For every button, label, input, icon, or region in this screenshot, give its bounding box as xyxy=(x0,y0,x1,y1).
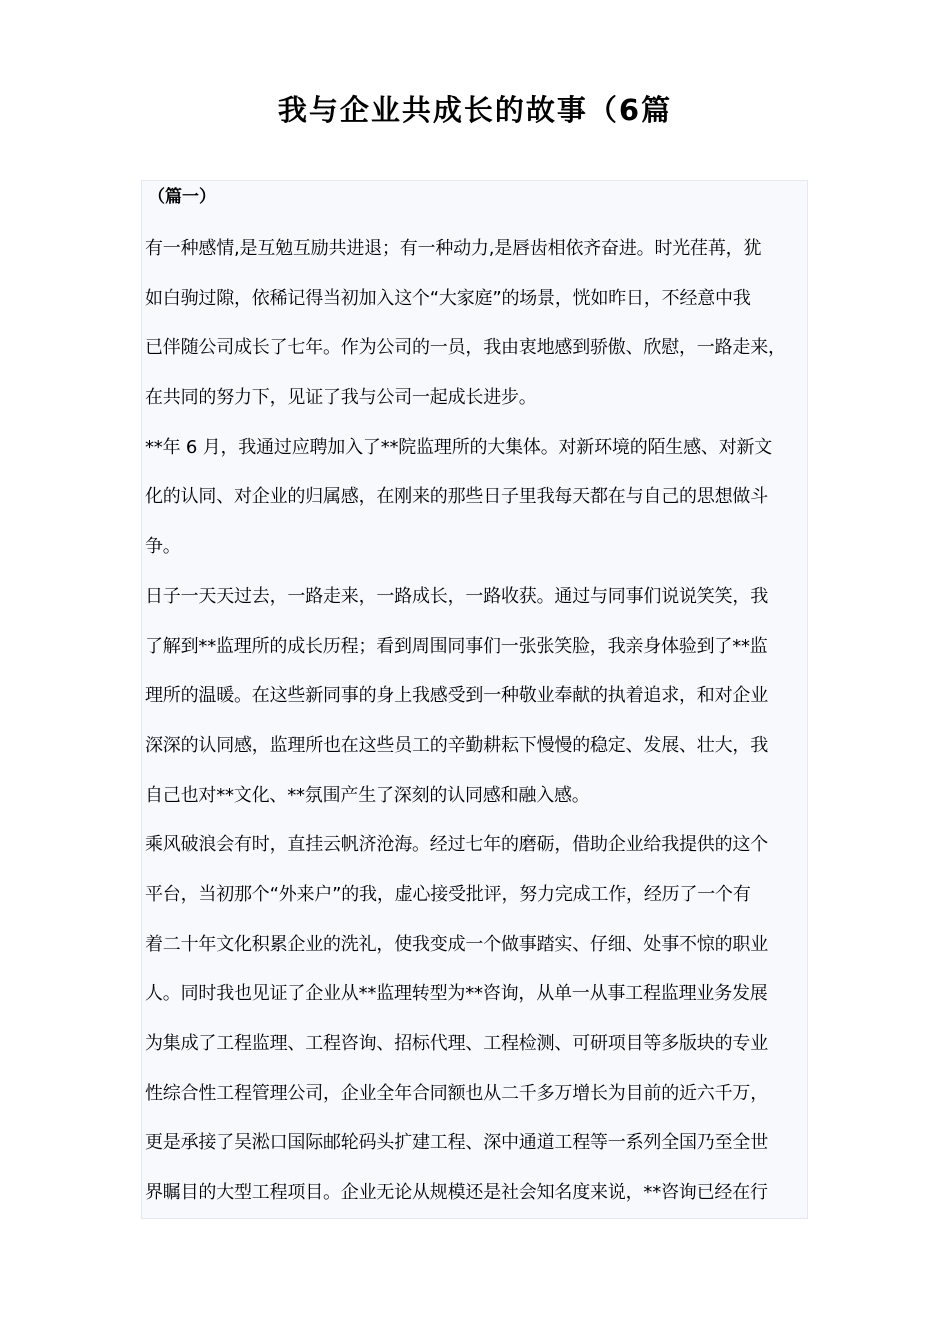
text-line: 人。同时我也见证了企业从**监理转型为**咨询，从单一从事工程监理业务发展 xyxy=(145,983,768,1005)
text-line: 为集成了工程监理、工程咨询、招标代理、工程检测、可研项目等多版块的专业 xyxy=(145,1033,768,1054)
text-line: 如白驹过隙，依稀记得当初加入这个“大家庭”的场景，恍如昨日，不经意中我 xyxy=(145,287,751,309)
text-line: 自己也对**文化、**氛围产生了深刻的认同感和融入感。 xyxy=(145,784,590,806)
text-line: 着二十年文化积累企业的洗礼，使我变成一个做事踏实、仔细、处事不惊的职业 xyxy=(145,933,768,955)
text-line: 理所的温暖。在这些新同事的身上我感受到一种敬业奉献的执着追求，和对企业 xyxy=(145,685,768,707)
text-line: 乘风破浪会有时，直挂云帆济沧海。经过七年的磨砺，借助企业给我提供的这个 xyxy=(145,834,768,856)
paragraph-3 xyxy=(145,572,808,820)
text-line: 争。 xyxy=(145,536,181,558)
text-line: 性综合性工程管理公司，企业全年合同额也从二千多万增长为目前的近六千万， xyxy=(145,1082,768,1104)
text-line: 日子一天天过去，一路走来，一路成长，一路收获。通过与同事们说说笑笑，我 xyxy=(145,585,768,607)
paragraph-2 xyxy=(145,423,808,572)
text-line: 已伴随公司成长了七年。作为公司的一员，我由衷地感到骄傲、欣慰，一路走来， xyxy=(145,337,786,359)
text-line: 平台，当初那个“外来户”的我，虚心接受批评，努力完成工作，经历了一个有 xyxy=(145,883,751,905)
text-line: 在共同的努力下，见证了我与公司一起成长进步。 xyxy=(145,387,537,409)
text-line: 化的认同、对企业的归属感，在刚来的那些日子里我每天都在与自己的思想做斗 xyxy=(145,486,768,508)
document-title: 我与企业共成长的故事（6篇 xyxy=(277,93,673,127)
document-body xyxy=(141,180,808,1219)
paragraph-1 xyxy=(145,224,808,423)
text-line: 更是承接了吴淞口国际邮轮码头扩建工程、深中通道工程等一系列全国乃至全世 xyxy=(145,1132,768,1154)
text-line: 界瞩目的大型工程项目。企业无论从规模还是社会知名度来说，**咨询已经在行 xyxy=(145,1182,768,1204)
text-line: **年 6 月，我通过应聘加入了**院监理所的大集体。对新环境的陌生感、对新文 xyxy=(145,436,773,458)
text-line: 深深的认同感，监理所也在这些员工的辛勤耕耘下慢慢的稳定、发展、壮大，我 xyxy=(145,734,768,756)
section-heading: （篇一） xyxy=(148,187,216,207)
body-text xyxy=(145,224,808,1218)
text-line: 了解到**监理所的成长历程；看到周围同事们一张张笑脸，我亲身体验到了**监 xyxy=(145,635,768,657)
paragraph-4 xyxy=(145,820,808,1218)
text-line: 有一种感情,是互勉互励共进退；有一种动力,是唇齿相依齐奋进。时光荏苒，犹 xyxy=(145,238,762,259)
